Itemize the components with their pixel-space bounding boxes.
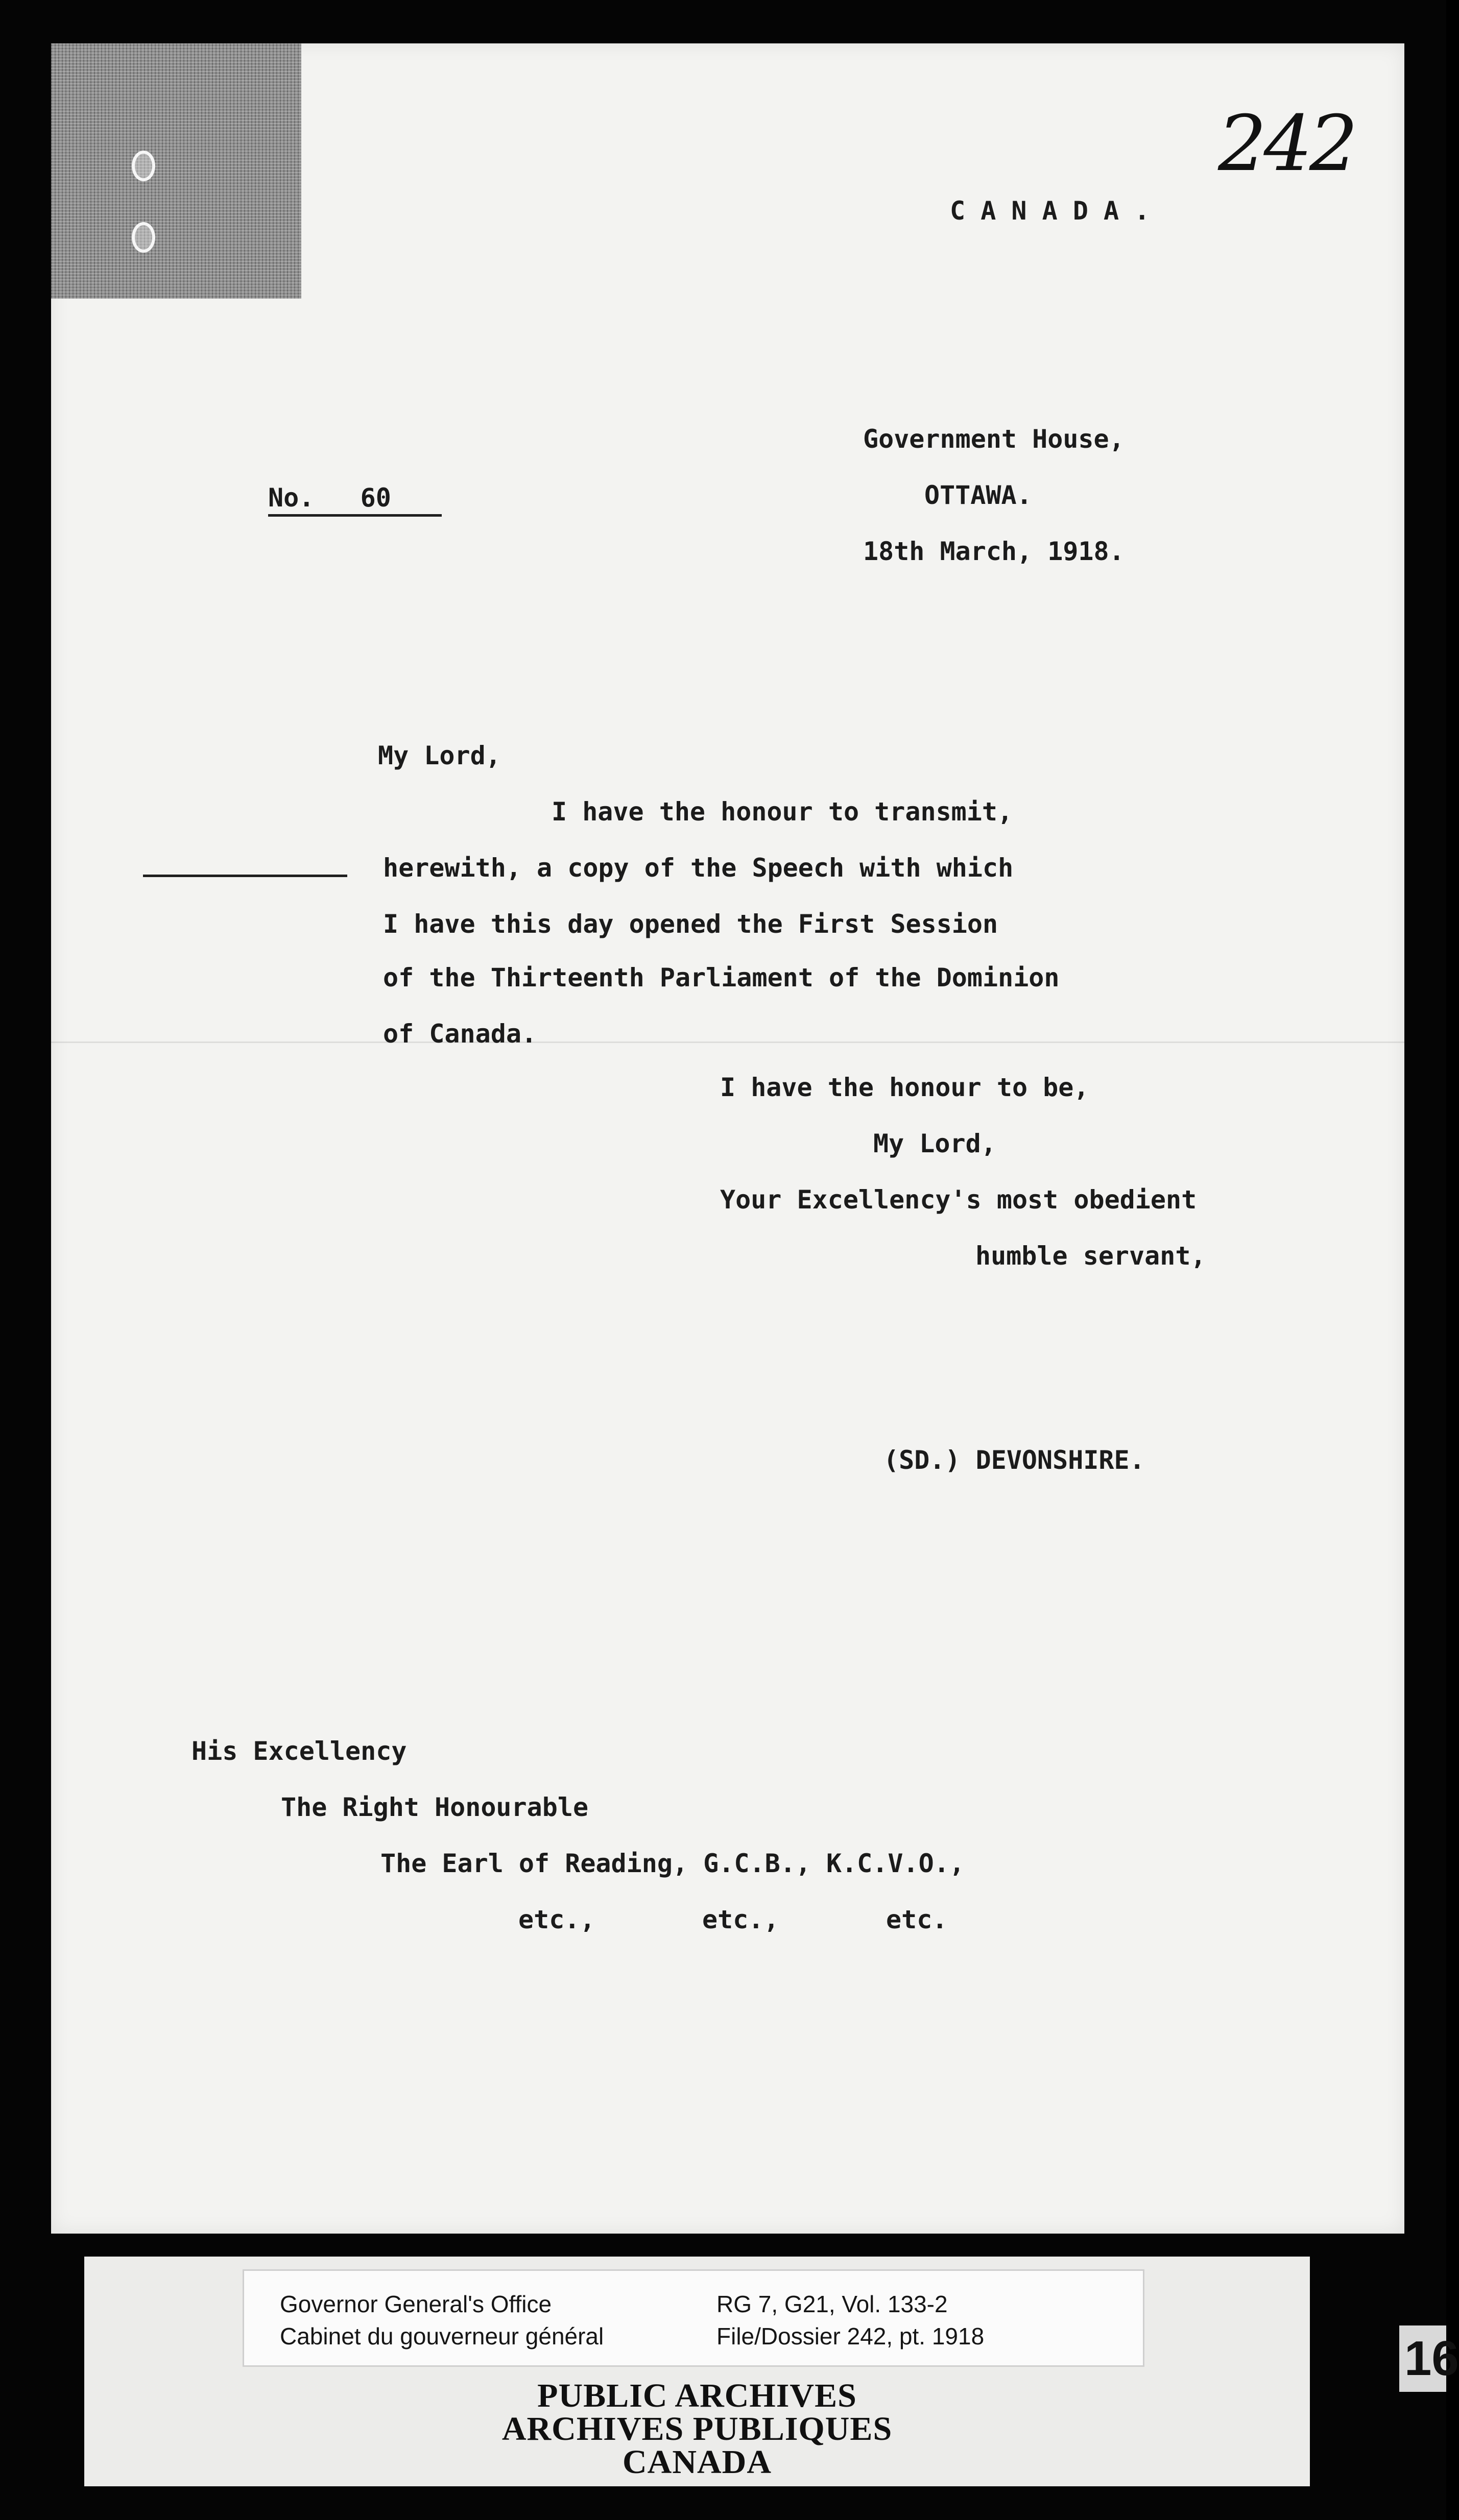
record-group-reference: RG 7, G21, Vol. 133-2 (716, 2291, 948, 2317)
body-line-4: of the Thirteenth Parliament of the Dominion (383, 963, 1060, 992)
closing-line-1: I have the honour to be, (720, 1073, 1089, 1102)
handwritten-page-number: 242 (1218, 100, 1355, 188)
closing-line-4: humble servant, (975, 1241, 1206, 1271)
salutation: My Lord, (378, 741, 501, 770)
archives-title-english: PUBLIC ARCHIVES (537, 2377, 857, 2414)
address-line-2: OTTAWA. (924, 480, 1032, 510)
microfilm-frame-number: 16 (1399, 2325, 1446, 2392)
archives-country: CANADA (623, 2443, 772, 2481)
grey-scale-swatch (51, 43, 301, 299)
punch-hole-top (132, 151, 155, 181)
recipient-etc-1: etc., (518, 1905, 595, 1934)
letter-sheet (51, 43, 1404, 2234)
body-line-3: I have this day opened the First Session (383, 909, 998, 939)
recipient-etc-2: etc., (702, 1905, 779, 1934)
archive-reference-card (243, 2269, 1144, 2367)
recipient-line-3: The Earl of Reading, G.C.B., K.C.V.O., (380, 1849, 965, 1878)
office-english: Governor General's Office (280, 2291, 552, 2317)
dispatch-number: No. 60 (268, 483, 391, 513)
recipient-line-2: The Right Honourable (281, 1792, 589, 1822)
fold-line (51, 1041, 1404, 1043)
signature: (SD.) DEVONSHIRE. (883, 1445, 1145, 1475)
archive-stamp (84, 2257, 1310, 2486)
file-reference: File/Dossier 242, pt. 1918 (716, 2323, 985, 2349)
recipient-line-1: His Excellency (192, 1736, 407, 1766)
body-line-1: I have the honour to transmit, (552, 797, 1013, 827)
closing-line-3: Your Excellency's most obedient (720, 1185, 1197, 1215)
body-line-2: herewith, a copy of the Speech with which (383, 853, 1014, 883)
closing-line-2: My Lord, (873, 1129, 996, 1158)
punch-hole-bottom (132, 222, 155, 253)
margin-rule (143, 875, 347, 877)
body-line-5: of Canada. (383, 1019, 537, 1049)
office-french: Cabinet du gouverneur général (280, 2323, 604, 2349)
recipient-etc-3: etc. (886, 1905, 948, 1934)
dispatch-number-underline (268, 514, 442, 517)
letter-date: 18th March, 1918. (863, 537, 1125, 566)
archives-title-french: ARCHIVES PUBLIQUES (501, 2410, 893, 2448)
address-line-1: Government House, (863, 424, 1125, 454)
country-heading: C A N A D A . (950, 196, 1150, 226)
